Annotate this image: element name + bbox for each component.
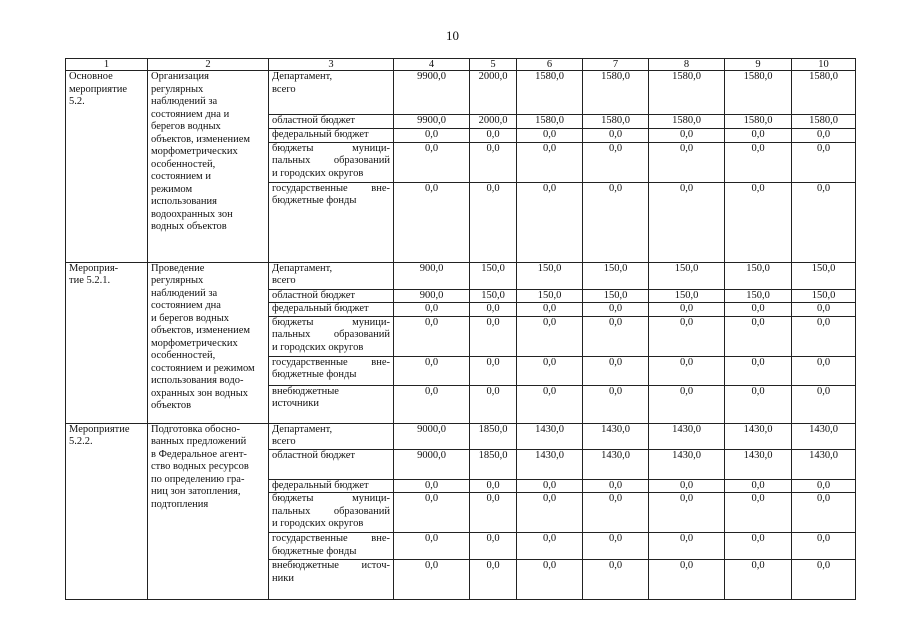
text-line: тие 5.2.1. [69, 275, 111, 286]
column-number-cell: 8 [649, 59, 725, 71]
amount-cell: 0,0 [470, 182, 517, 262]
amount-cell: 1580,0 [517, 115, 583, 129]
amount-cell: 0,0 [517, 356, 583, 385]
amount-cell: 0,0 [394, 303, 470, 317]
amount-cell: 0,0 [470, 493, 517, 533]
amount-cell: 9000,0 [394, 449, 470, 479]
text-line: водных объектов [151, 221, 227, 232]
amount-cell: 0,0 [725, 560, 792, 600]
amount-cell: 0,0 [725, 385, 792, 423]
amount-cell: 1430,0 [649, 449, 725, 479]
amount-cell: 0,0 [583, 560, 649, 600]
amount-cell: 0,0 [517, 493, 583, 533]
amount-cell: 0,0 [583, 493, 649, 533]
amount-cell: 150,0 [470, 289, 517, 303]
text-line: водоохранных зон [151, 208, 233, 220]
text-line: федеральный бюджет [272, 129, 369, 140]
text-line: ство водных ресурсов [151, 461, 249, 472]
column-number-cell: 7 [583, 59, 649, 71]
amount-cell: 900,0 [394, 262, 470, 289]
amount-cell: 1580,0 [792, 71, 856, 115]
text-line: всего [272, 83, 296, 95]
amount-cell: 0,0 [649, 182, 725, 262]
amount-cell: 0,0 [470, 303, 517, 317]
amount-cell: 1430,0 [725, 449, 792, 479]
funding-source-cell [269, 289, 394, 303]
amount-cell: 0,0 [792, 129, 856, 143]
funding-source-cell [269, 303, 394, 317]
amount-cell: 1430,0 [517, 423, 583, 449]
text-line: объектов, изменением [151, 325, 251, 336]
text-line: государственные вне- [272, 533, 390, 544]
activity-code-cell [66, 262, 148, 423]
amount-cell: 150,0 [583, 262, 649, 289]
column-number-cell: 3 [269, 59, 394, 71]
amount-cell: 0,0 [394, 356, 470, 385]
text-line: объектов [151, 400, 192, 411]
text-line: состоянием и [151, 171, 211, 182]
text-line: Мероприятие [69, 423, 130, 435]
amount-cell: 0,0 [649, 479, 725, 493]
funding-source-cell [269, 262, 394, 289]
text-line: мероприятие [69, 83, 127, 95]
amount-cell: 0,0 [583, 142, 649, 182]
amount-cell: 0,0 [470, 385, 517, 423]
amount-cell: 0,0 [792, 479, 856, 493]
text-line: и городских округов [272, 518, 364, 529]
amount-cell: 150,0 [649, 289, 725, 303]
text-line: Департамент, [272, 262, 333, 274]
column-number-cell: 4 [394, 59, 470, 71]
amount-cell: 0,0 [725, 533, 792, 560]
amount-cell: 150,0 [583, 289, 649, 303]
column-number-cell: 1 [66, 59, 148, 71]
text-line: 5.2.2. [69, 436, 93, 447]
table-row [66, 262, 856, 289]
amount-cell: 0,0 [394, 493, 470, 533]
amount-cell: 0,0 [725, 493, 792, 533]
amount-cell: 1580,0 [792, 115, 856, 129]
amount-cell: 0,0 [583, 533, 649, 560]
text-line: морфометрических [151, 337, 238, 349]
amount-cell: 0,0 [649, 533, 725, 560]
amount-cell: 0,0 [394, 533, 470, 560]
amount-cell: 150,0 [470, 262, 517, 289]
funding-source-cell [269, 182, 394, 262]
amount-cell: 0,0 [725, 356, 792, 385]
amount-cell: 0,0 [394, 385, 470, 423]
text-line: Департамент, [272, 71, 333, 82]
amount-cell: 2000,0 [470, 71, 517, 115]
amount-cell: 0,0 [517, 303, 583, 317]
amount-cell: 0,0 [649, 560, 725, 600]
amount-cell: 150,0 [725, 262, 792, 289]
amount-cell: 1580,0 [583, 71, 649, 115]
amount-cell: 0,0 [792, 316, 856, 356]
amount-cell: 0,0 [725, 479, 792, 493]
amount-cell: 0,0 [649, 316, 725, 356]
text-line: бюджеты муници- [272, 493, 390, 504]
text-line: 5.2. [69, 96, 85, 107]
amount-cell: 9900,0 [394, 71, 470, 115]
text-line: бюджетные фонды [272, 369, 357, 380]
amount-cell: 0,0 [394, 142, 470, 182]
amount-cell: 0,0 [725, 182, 792, 262]
amount-cell: 0,0 [792, 385, 856, 423]
amount-cell: 9000,0 [394, 423, 470, 449]
amount-cell: 150,0 [725, 289, 792, 303]
text-line: Организация [151, 71, 209, 82]
text-line: состоянием дна и [151, 108, 230, 120]
amount-cell: 0,0 [583, 356, 649, 385]
text-line: внебюджетные источ- [272, 560, 390, 571]
amount-cell: 1430,0 [517, 449, 583, 479]
amount-cell: 1850,0 [470, 423, 517, 449]
funding-source-cell [269, 71, 394, 115]
amount-cell: 0,0 [792, 142, 856, 182]
amount-cell: 0,0 [583, 303, 649, 317]
funding-source-cell [269, 449, 394, 479]
text-line: наблюдений за [151, 96, 218, 107]
amount-cell: 1850,0 [470, 449, 517, 479]
amount-cell: 0,0 [725, 129, 792, 143]
text-line: морфометрических [151, 146, 238, 157]
amount-cell: 0,0 [470, 129, 517, 143]
amount-cell: 2000,0 [470, 115, 517, 129]
text-line: государственные вне- [272, 182, 390, 194]
funding-source-cell [269, 142, 394, 182]
text-line: бюджеты муници- [272, 316, 390, 328]
funding-source-cell [269, 533, 394, 560]
amount-cell: 1430,0 [725, 423, 792, 449]
amount-cell: 0,0 [792, 182, 856, 262]
column-number-cell: 10 [792, 59, 856, 71]
text-line: наблюдений за [151, 287, 218, 299]
amount-cell: 0,0 [470, 356, 517, 385]
amount-cell: 0,0 [517, 129, 583, 143]
amount-cell: 1430,0 [583, 423, 649, 449]
amount-cell: 0,0 [470, 479, 517, 493]
table-row [66, 423, 856, 449]
amount-cell: 0,0 [649, 142, 725, 182]
text-line: ниц зон затопления, [151, 486, 241, 497]
amount-cell: 0,0 [649, 129, 725, 143]
amount-cell: 0,0 [394, 316, 470, 356]
amount-cell: 0,0 [583, 316, 649, 356]
activity-name-cell [148, 71, 269, 263]
text-line: бюджеты муници- [272, 142, 390, 154]
amount-cell: 0,0 [725, 316, 792, 356]
amount-cell: 0,0 [792, 493, 856, 533]
funding-source-cell [269, 479, 394, 493]
amount-cell: 0,0 [792, 303, 856, 317]
amount-cell: 150,0 [792, 262, 856, 289]
text-line: использования [151, 196, 217, 207]
amount-cell: 0,0 [394, 129, 470, 143]
amount-cell: 0,0 [583, 385, 649, 423]
amount-cell: 0,0 [470, 560, 517, 600]
text-line: по определению гра- [151, 473, 245, 485]
amount-cell: 1580,0 [649, 115, 725, 129]
text-line: пальных образований [272, 505, 390, 517]
text-line: внебюджетные [272, 385, 339, 397]
text-line: федеральный бюджет [272, 303, 369, 314]
amount-cell: 0,0 [470, 316, 517, 356]
amount-cell: 1580,0 [649, 71, 725, 115]
text-line: Мероприя- [69, 262, 119, 274]
text-line: государственные вне- [272, 356, 390, 368]
amount-cell: 0,0 [583, 182, 649, 262]
amount-cell: 150,0 [517, 289, 583, 303]
text-line: режимом [151, 183, 193, 195]
amount-cell: 150,0 [649, 262, 725, 289]
funding-source-cell [269, 423, 394, 449]
amount-cell: 1580,0 [583, 115, 649, 129]
text-line: берегов водных [151, 121, 221, 132]
amount-cell: 0,0 [517, 142, 583, 182]
amount-cell: 1430,0 [792, 449, 856, 479]
amount-cell: 0,0 [792, 560, 856, 600]
text-line: пальных образований [272, 155, 390, 166]
amount-cell: 0,0 [649, 356, 725, 385]
column-number-cell: 9 [725, 59, 792, 71]
text-line: Департамент, [272, 423, 333, 435]
text-line: областной бюджет [272, 289, 355, 301]
amount-cell: 0,0 [394, 479, 470, 493]
amount-cell: 0,0 [517, 533, 583, 560]
funding-source-cell [269, 493, 394, 533]
amount-cell: 1430,0 [583, 449, 649, 479]
funding-source-cell [269, 356, 394, 385]
text-line: всего [272, 436, 296, 447]
amount-cell: 0,0 [792, 533, 856, 560]
amount-cell: 9900,0 [394, 115, 470, 129]
amount-cell: 0,0 [517, 560, 583, 600]
amount-cell: 0,0 [517, 316, 583, 356]
funding-source-cell [269, 560, 394, 600]
text-line: особенностей, [151, 158, 216, 170]
amount-cell: 0,0 [725, 303, 792, 317]
amount-cell: 1580,0 [725, 71, 792, 115]
text-line: ванных предложений [151, 436, 247, 447]
text-line: подтопления [151, 498, 209, 510]
header-row [66, 59, 856, 71]
text-line: Подготовка обосно- [151, 423, 241, 435]
text-line: пальных образований [272, 329, 390, 340]
funding-source-cell [269, 385, 394, 423]
activity-name-cell [148, 262, 269, 423]
text-line: ники [272, 572, 294, 584]
funding-source-cell [269, 316, 394, 356]
column-number-cell: 2 [148, 59, 269, 71]
text-line: и городских округов [272, 341, 364, 353]
amount-cell: 0,0 [517, 479, 583, 493]
activity-name-cell [148, 423, 269, 600]
text-line: областной бюджет [272, 115, 355, 126]
amount-cell: 0,0 [394, 560, 470, 600]
text-line: областной бюджет [272, 449, 355, 461]
text-line: регулярных [151, 275, 204, 286]
text-line: охранных зон водных [151, 387, 248, 399]
text-line: в Федеральное агент- [151, 448, 247, 460]
funding-source-cell [269, 129, 394, 143]
amount-cell: 0,0 [517, 182, 583, 262]
column-number-cell: 5 [470, 59, 517, 71]
amount-cell: 0,0 [470, 533, 517, 560]
text-line: использования водо- [151, 375, 244, 386]
text-line: регулярных [151, 83, 204, 95]
text-line: состоянием дна [151, 300, 221, 311]
text-line: и берегов водных [151, 312, 229, 324]
amount-cell: 150,0 [517, 262, 583, 289]
text-line: федеральный бюджет [272, 479, 369, 491]
amount-cell: 0,0 [583, 129, 649, 143]
table-row [66, 71, 856, 115]
amount-cell: 1580,0 [517, 71, 583, 115]
amount-cell: 900,0 [394, 289, 470, 303]
amount-cell: 1580,0 [725, 115, 792, 129]
amount-cell: 0,0 [649, 385, 725, 423]
amount-cell: 0,0 [470, 142, 517, 182]
text-line: Проведение [151, 262, 205, 274]
amount-cell: 150,0 [792, 289, 856, 303]
page-number: 10 [446, 28, 459, 43]
activity-code-cell [66, 423, 148, 600]
text-line: бюджетные фонды [272, 195, 357, 206]
amount-cell: 1430,0 [792, 423, 856, 449]
text-line: источники [272, 398, 319, 409]
text-line: бюджетные фонды [272, 545, 357, 557]
text-line: Основное [69, 71, 113, 82]
text-line: всего [272, 275, 296, 286]
amount-cell: 0,0 [725, 142, 792, 182]
amount-cell: 1430,0 [649, 423, 725, 449]
column-number-cell: 6 [517, 59, 583, 71]
text-line: состоянием и режимом [151, 362, 255, 374]
amount-cell: 0,0 [517, 385, 583, 423]
text-line: особенностей, [151, 350, 216, 361]
funding-table [65, 58, 856, 600]
amount-cell: 0,0 [649, 303, 725, 317]
text-line: объектов, изменением [151, 133, 251, 145]
funding-source-cell [269, 115, 394, 129]
amount-cell: 0,0 [792, 356, 856, 385]
activity-code-cell [66, 71, 148, 263]
amount-cell: 0,0 [394, 182, 470, 262]
text-line: и городских округов [272, 167, 364, 179]
amount-cell: 0,0 [583, 479, 649, 493]
amount-cell: 0,0 [649, 493, 725, 533]
